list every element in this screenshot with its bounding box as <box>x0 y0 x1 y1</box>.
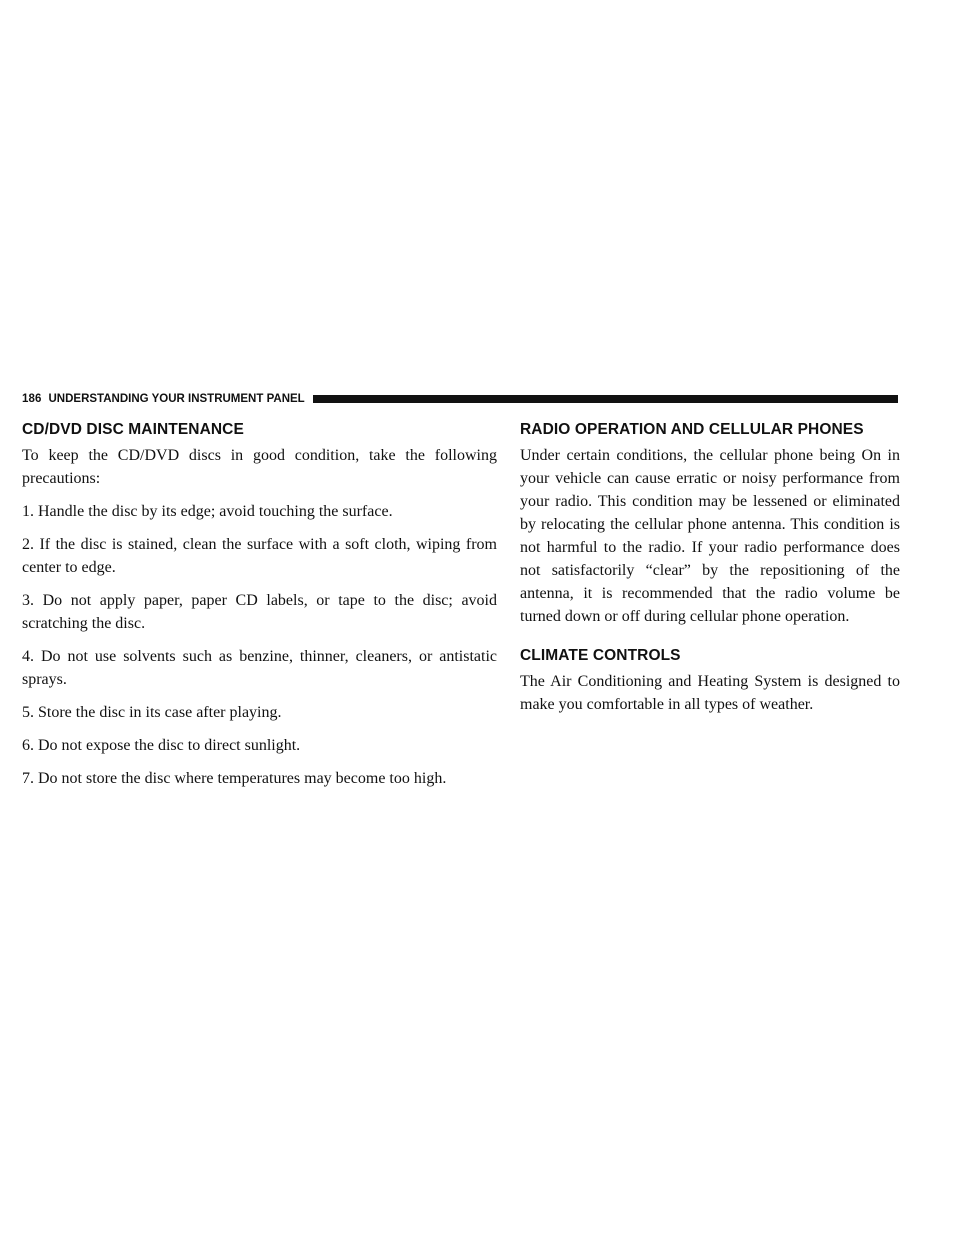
precaution-item: 5. Store the disc in its case after playing. <box>22 704 282 721</box>
radio-cellular-heading: RADIO OPERATION AND CELLULAR PHONES <box>520 421 864 438</box>
page-header <box>22 391 898 407</box>
running-section-title: UNDERSTANDING YOUR INSTRUMENT PANEL <box>48 393 305 405</box>
precaution-item: 7. Do not store the disc where temperatures may become too high. <box>22 770 447 787</box>
precaution-item: 3. Do not apply paper, paper CD labels, or tape to the disc; avoid scratching the disc. <box>22 592 497 632</box>
header-rule <box>313 395 898 403</box>
cd-dvd-intro-paragraph: To keep the CD/DVD discs in good condition, take the following precautions: <box>22 447 497 487</box>
climate-controls-paragraph: The Air Conditioning and Heating System is designed to make you comfortable in all types of weather. <box>520 673 900 713</box>
precaution-item: 6. Do not expose the disc to direct sunlight. <box>22 737 301 754</box>
precaution-item: 4. Do not use solvents such as benzine, thinner, cleaners, or antistatic sprays. <box>22 648 497 688</box>
precaution-item: 2. If the disc is stained, clean the surface with a soft cloth, wiping from center to edge. <box>22 536 497 576</box>
page-number: 186 <box>22 393 42 405</box>
left-column <box>22 420 497 800</box>
right-column <box>520 420 900 726</box>
precaution-item: 1. Handle the disc by its edge; avoid touching the surface. <box>22 503 393 520</box>
cd-dvd-maintenance-heading: CD/DVD DISC MAINTENANCE <box>22 421 244 438</box>
climate-controls-heading: CLIMATE CONTROLS <box>520 647 681 664</box>
radio-cellular-paragraph: Under certain conditions, the cellular phone being On in your vehicle can cause erratic or noisy performance from your radio. This condition may be lessened or eliminated by relocating the cellular phone antenna. This condition is not harmful to the radio. If your radio performance does not satisfactorily “clear” by the repositioning of the antenna, it is recommended that the radio volume be turned down or off during cellular phone operation. <box>520 447 900 625</box>
